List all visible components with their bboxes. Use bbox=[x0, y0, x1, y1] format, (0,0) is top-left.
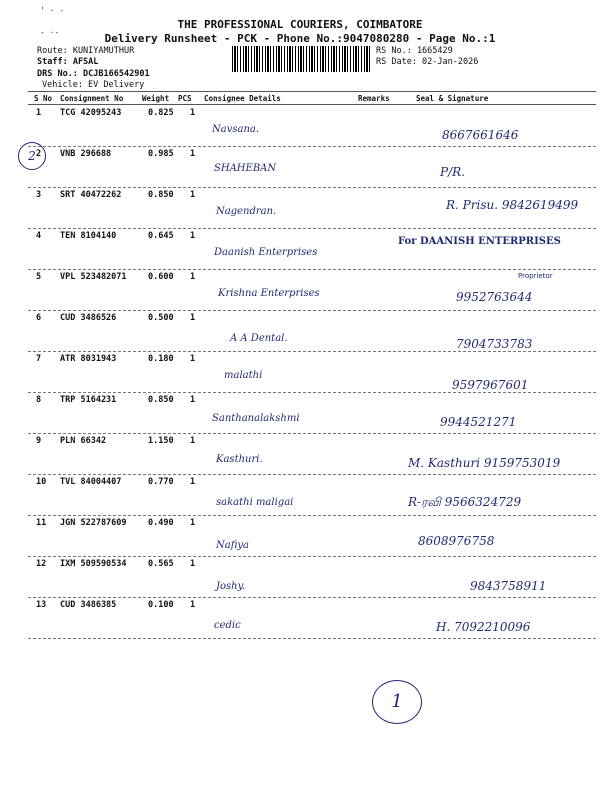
row-consignment-no: TEN 8104140 bbox=[60, 231, 117, 241]
row-consignment-no: ATR 8031943 bbox=[60, 354, 117, 364]
row-signature: R-ரவி 9566324729 bbox=[408, 495, 522, 509]
table-row bbox=[0, 311, 600, 352]
row-weight: 1.150 bbox=[148, 436, 174, 446]
runsheet-subtitle: Delivery Runsheet - PCK - Phone No.:9047080280 - Page No.:1 bbox=[104, 32, 496, 45]
corner-marks: ' · - bbox=[40, 6, 65, 15]
row-weight: 0.500 bbox=[148, 313, 174, 323]
corner-marks: - ·- bbox=[40, 28, 60, 37]
row-consignee-name: Nafiya bbox=[216, 540, 249, 551]
table-row bbox=[0, 434, 600, 475]
row-consignment-no: CUD 3486526 bbox=[60, 313, 117, 323]
row-pcs: 1 bbox=[190, 395, 196, 405]
row-pcs: 1 bbox=[190, 436, 196, 446]
row-sno: 6 bbox=[36, 313, 42, 323]
row-signature: 9944521271 bbox=[440, 415, 517, 429]
row-signature: 8667661646 bbox=[442, 128, 519, 142]
row-pcs: 1 bbox=[190, 313, 196, 323]
row-weight: 0.850 bbox=[148, 190, 174, 200]
row-weight: 0.985 bbox=[148, 149, 174, 159]
row-consignee-name: Navsana. bbox=[212, 124, 260, 135]
row-consignment-no: VPL 523482071 bbox=[60, 272, 127, 282]
barcode bbox=[232, 46, 372, 72]
row-consignment-no: CUD 3486385 bbox=[60, 600, 117, 610]
row-consignment-no: PLN 66342 bbox=[60, 436, 107, 446]
table-row bbox=[0, 147, 600, 188]
table-row bbox=[0, 352, 600, 393]
row-consignee-name: Joshy. bbox=[216, 581, 246, 592]
table-row bbox=[0, 106, 600, 147]
row-consignee-name: malathi bbox=[224, 370, 263, 381]
row-signature: 9597967601 bbox=[452, 378, 529, 392]
row-pcs: 1 bbox=[190, 108, 196, 118]
row-consignment-no: TRP 5164231 bbox=[60, 395, 117, 405]
staff: Staff: AFSAL bbox=[37, 57, 99, 67]
col-weight: Weight bbox=[142, 94, 170, 103]
row-signature: R. Prisu. 9842619499 bbox=[446, 198, 579, 212]
col-remarks: Remarks bbox=[358, 94, 390, 103]
table-row bbox=[0, 393, 600, 434]
row-consignment-no: JGN 522787609 bbox=[60, 518, 127, 528]
row-weight: 0.180 bbox=[148, 354, 174, 364]
table-row bbox=[0, 270, 600, 311]
row-weight: 0.850 bbox=[148, 395, 174, 405]
row-sno: 9 bbox=[36, 436, 42, 446]
row-pcs: 1 bbox=[190, 149, 196, 159]
row-pcs: 1 bbox=[190, 477, 196, 487]
col-consignee: Consignee Details bbox=[204, 94, 281, 103]
route: Route: KUNIYAMUTHUR bbox=[37, 46, 135, 56]
row-pcs: 1 bbox=[190, 231, 196, 241]
row-sno: 5 bbox=[36, 272, 42, 282]
col-seal-signature: Seal & Signature bbox=[416, 94, 489, 103]
circled-row-mark: 2 bbox=[18, 142, 46, 170]
row-weight: 0.770 bbox=[148, 477, 174, 487]
row-signature: M. Kasthuri 9159753019 bbox=[408, 456, 561, 470]
row-sno: 4 bbox=[36, 231, 42, 241]
row-pcs: 1 bbox=[190, 518, 196, 528]
row-consignee-name: Daanish Enterprises bbox=[214, 247, 318, 258]
table-row bbox=[0, 188, 600, 229]
company-title: THE PROFESSIONAL COURIERS, COIMBATORE bbox=[177, 18, 423, 31]
row-signature: P/R. bbox=[440, 165, 465, 179]
row-consignee-name: Santhanalakshmi bbox=[212, 413, 300, 424]
row-signature: H. 7092210096 bbox=[436, 620, 531, 634]
row-pcs: 1 bbox=[190, 190, 196, 200]
row-consignment-no: SRT 40472262 bbox=[60, 190, 122, 200]
row-weight: 0.600 bbox=[148, 272, 174, 282]
row-sno: 11 bbox=[36, 518, 47, 528]
row-signature: 9952763644 bbox=[456, 290, 533, 304]
row-consignment-no: TVL 84004407 bbox=[60, 477, 122, 487]
row-consignment-no: IXM 509590534 bbox=[60, 559, 127, 569]
row-pcs: 1 bbox=[190, 354, 196, 364]
row-consignee-name: Nagendran. bbox=[216, 206, 277, 217]
row-consignee-name: Kasthuri. bbox=[216, 454, 263, 465]
row-sno: 13 bbox=[36, 600, 47, 610]
row-consignee-name: sakathi maligai bbox=[216, 497, 294, 508]
rs-number: RS No.: 1665429 bbox=[376, 46, 453, 56]
row-sno: 8 bbox=[36, 395, 42, 405]
col-sno: S No bbox=[34, 94, 53, 103]
row-sno: 2 bbox=[36, 149, 42, 159]
row-pcs: 1 bbox=[190, 272, 196, 282]
row-pcs: 1 bbox=[190, 600, 196, 610]
row-sno: 3 bbox=[36, 190, 42, 200]
header-rule-bottom bbox=[28, 104, 596, 105]
row-weight: 0.100 bbox=[148, 600, 174, 610]
col-consignment: Consignment No bbox=[60, 94, 124, 103]
table-row bbox=[0, 557, 600, 598]
row-consignee-name: SHAHEBAN bbox=[214, 163, 277, 174]
row-consignee-name: cedic bbox=[214, 620, 241, 631]
rs-date: RS Date: 02-Jan-2026 bbox=[376, 57, 479, 67]
header-rule-top bbox=[28, 91, 596, 92]
row-signature: 9843758911 bbox=[470, 579, 547, 593]
company-stamp: For DAANISH ENTERPRISES bbox=[398, 236, 561, 247]
circled-page-mark: 1 bbox=[372, 680, 422, 724]
table-row bbox=[0, 516, 600, 557]
col-pcs: PCS bbox=[178, 94, 192, 103]
row-weight: 0.490 bbox=[148, 518, 174, 528]
row-sno: 12 bbox=[36, 559, 47, 569]
table-row bbox=[0, 475, 600, 516]
row-consignee-name: A A Dental. bbox=[230, 333, 288, 344]
drs-number: DRS No.: DCJB166542901 bbox=[37, 69, 150, 79]
row-weight: 0.645 bbox=[148, 231, 174, 241]
row-weight: 0.825 bbox=[148, 108, 174, 118]
stamp-role: Proprietor bbox=[518, 272, 553, 280]
table-row bbox=[0, 598, 600, 639]
row-sno: 1 bbox=[36, 108, 42, 118]
row-sno: 7 bbox=[36, 354, 42, 364]
row-weight: 0.565 bbox=[148, 559, 174, 569]
row-pcs: 1 bbox=[190, 559, 196, 569]
vehicle: Vehicle: EV Delivery bbox=[42, 80, 145, 90]
row-consignment-no: VNB 296688 bbox=[60, 149, 112, 159]
row-signature: 7904733783 bbox=[456, 337, 533, 351]
row-divider bbox=[28, 638, 596, 639]
row-consignee-name: Krishna Enterprises bbox=[218, 288, 320, 299]
row-sno: 10 bbox=[36, 477, 47, 487]
row-signature: 8608976758 bbox=[418, 534, 495, 548]
row-consignment-no: TCG 42095243 bbox=[60, 108, 122, 118]
